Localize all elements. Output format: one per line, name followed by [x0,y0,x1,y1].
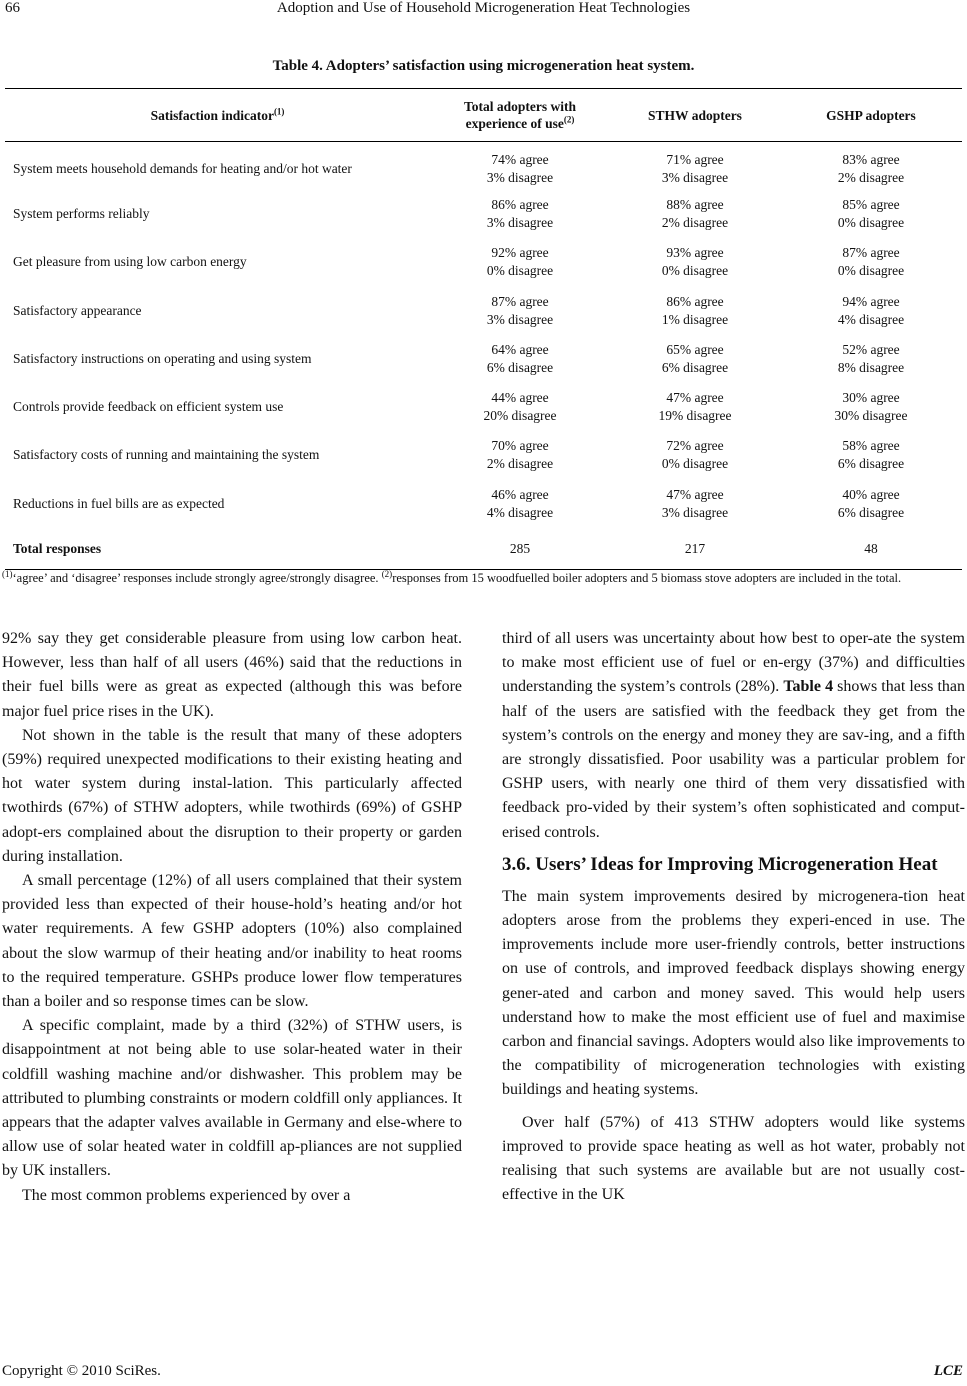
table-row [5,142,962,190]
total-cell [430,431,610,479]
total-label: Total responses [13,540,102,556]
disagree-value: 6% disagree [837,504,905,520]
disagree-value: 3% disagree [486,214,554,230]
disagree-value: 0% disagree [486,263,554,279]
disagree-value: 3% disagree [486,311,554,327]
journal-abbrev: LCE [933,1363,963,1379]
agree-value: 86% agree [491,196,549,212]
table-row [5,286,962,334]
page-header [0,0,967,22]
sthw-count: 217 [684,540,706,556]
paragraph: The most common problems experienced by over a [22,1186,351,1204]
agree-value: 83% agree [842,151,900,167]
total-cell [430,142,610,190]
disagree-value: 6% disagree [661,359,729,375]
paragraph: A small percentage (12%) of all users complained that their system provided less than expected of their house-hold’s heating and/or hot water requirements. A few GSHP adopters (10%) also complained about the slow warmup of their heating and/or inability to heat rooms to the required temperature. GSHPs produce lower flow temperatures than a boiler and so response times can be slow. [2,872,462,1011]
gshp-cell [780,431,962,479]
agree-value: 46% agree [491,486,549,502]
gshp-cell [780,335,962,383]
agree-value: 64% agree [491,341,549,357]
disagree-value: 1% disagree [661,311,729,327]
disagree-value: 6% disagree [837,456,905,472]
disagree-value: 0% disagree [837,263,905,279]
indicator-cell: Satisfactory costs of running and maintaining the system [13,447,320,463]
gshp-cell [780,383,962,431]
page-number: 66 [5,0,20,16]
col-header-gshp: GSHP adopters [826,107,916,123]
indicator-cell: Get pleasure from using low carbon energy [13,254,247,270]
disagree-value: 2% disagree [661,214,729,230]
col-header-total: Total adopters with experience of use$^{(2)}$ [463,99,576,131]
agree-value: 65% agree [666,341,724,357]
paragraph: Not shown in the table is the result that many of these adopters (59%) required unexpected modifications to their existing heating and hot water system during instal-lation. This particularly affected twothirds (67%) of STHW adopters, while twothirds (69%) of GSHP adopt-ers complained about the disruption to their property or garden during installation. [2,726,462,865]
sthw-cell [610,383,780,431]
total-count: 285 [509,540,531,556]
agree-value: 92% agree [491,245,549,261]
disagree-value: 4% disagree [837,311,905,327]
agree-value: 87% agree [491,293,549,309]
disagree-value: 20% disagree [483,408,557,424]
sthw-cell [610,431,780,479]
agree-value: 93% agree [666,245,724,261]
agree-value: 72% agree [666,438,724,454]
gshp-count: 48 [864,540,878,556]
agree-value: 87% agree [842,245,900,261]
table-caption: Table 4. Adopters’ satisfaction using microgeneration heat system. [272,58,695,74]
agree-value: 44% agree [491,390,549,406]
copyright: Copyright © 2010 SciRes. [2,1363,161,1379]
sthw-cell [610,190,780,238]
paragraph: The main system improvements desired by microgenera-tion heat adopters arose from the problems they experi-enced in use. The improvements include more user-friendly controls, better instructions on use of controls, and improved feedback displays showing energy gener-ated and carbon and money saved. This would help users understand how to make the most efficient use of fuel and maximise carbon and financial savings. Adopters would also like improvements to the compatibility of microgeneration technologies with existing buildings and heating systems. [502,887,965,1099]
total-cell [430,286,610,334]
indicator-cell: System meets household demands for heating and/or hot water [13,160,352,176]
disagree-value: 2% disagree [486,456,554,472]
sthw-cell [610,286,780,334]
table-header-row [5,89,962,142]
table-row [5,431,962,479]
table-reference: Table 4 [783,678,834,696]
indicator-cell: System performs reliably [13,205,150,221]
paragraph: Over half (57%) of 413 STHW adopters would like systems improved to provide space heating as well as hot water, probably not realising that such systems are available but are not usually cost-effective in the UK [502,1113,965,1204]
col-header-sthw: STHW adopters [648,107,742,123]
disagree-value: 2% disagree [837,169,905,185]
paragraph: A specific complaint, made by a third (32%) of STHW users, is disappointment at not being able to use solar-heated water in their coldfill washing machine and/or dishwasher. This problem may be attributed to plumbing constraints or modern coldfill only appliances. It appears that the adapter valves available in Germany and else-where to allow use of solar heated water in coldfill ap-pliances are not supplied by UK installers. [2,1017,462,1180]
table-row [5,238,962,286]
agree-value: 58% agree [842,438,900,454]
sthw-cell [610,480,780,528]
disagree-value: 3% disagree [486,169,554,185]
agree-value: 52% agree [842,341,900,357]
table-body [5,142,962,570]
disagree-value: 0% disagree [661,456,729,472]
indicator-cell: Satisfactory appearance [13,302,142,318]
agree-value: 88% agree [666,196,724,212]
disagree-value: 3% disagree [661,169,729,185]
agree-value: 70% agree [491,438,549,454]
running-title: Adoption and Use of Household Microgeneration Heat Technologies [276,0,691,16]
gshp-cell [780,238,962,286]
indicator-cell: Controls provide feedback on efficient system use [13,399,284,415]
total-cell [430,238,610,286]
table-footnote: $^{(1)}$‘agree’ and ‘disagree’ responses include strongly agree/strongly disagree. $^{(2)}$responses from 15 woodfuelled boiler adopters and 5 biomass stove adopters are included in the total. [2,568,902,585]
gshp-cell [780,142,962,190]
table-row [5,383,962,431]
disagree-value: 6% disagree [486,359,554,375]
disagree-value: 0% disagree [837,214,905,230]
agree-value: 86% agree [666,293,724,309]
gshp-cell [780,286,962,334]
paragraph: 92% say they get considerable pleasure from using low carbon heat. However, less than half of all users (46%) said that the reductions in their fuel bills were as great as expected (although this was before major fuel price rises in the UK). [2,630,462,720]
sthw-cell [610,335,780,383]
col-header-indicator: Satisfaction indicator$^{(1)}$ [150,106,285,123]
disagree-value: 19% disagree [658,408,732,424]
agree-value: 71% agree [666,151,724,167]
total-cell [430,335,610,383]
agree-value: 74% agree [491,151,549,167]
disagree-value: 8% disagree [837,359,905,375]
agree-value: 47% agree [666,390,724,406]
disagree-value: 30% disagree [834,408,908,424]
total-cell [430,480,610,528]
agree-value: 47% agree [666,486,724,502]
paragraph: third of all users was uncertainty about how best to oper-ate the system to make most efficient use of fuel or en-ergy (37%) and difficulties understanding the system’s controls (28%). Table 4 shows that less than half of the users are satisfied with the feedback they get from the system’s controls on the energy and money they are sav-ing, and a fifth are strongly dissatisfied. Poor usability was a particular problem for GSHP users, with nearly one third of them very dissatisfied with feedback pro-vided by their system’s often sophisticated and comput-erised controls. [502,630,966,841]
sthw-cell [610,142,780,190]
satisfaction-table [5,88,962,570]
disagree-value: 4% disagree [486,504,554,520]
gshp-cell [780,480,962,528]
table-row [5,190,962,238]
disagree-value: 3% disagree [661,504,729,520]
total-cell [430,383,610,431]
agree-value: 30% agree [842,390,900,406]
table-row [5,335,962,383]
agree-value: 85% agree [842,196,900,212]
section-heading: 3.6. Users’ Ideas for Improving Microgeneration Heat [502,853,938,875]
total-responses-row [5,528,962,570]
total-cell [430,190,610,238]
agree-value: 94% agree [842,293,900,309]
right-column [502,627,965,1207]
agree-value: 40% agree [842,486,900,502]
sthw-cell [610,238,780,286]
gshp-cell [780,190,962,238]
table-row [5,480,962,528]
left-column [2,627,462,1208]
disagree-value: 0% disagree [661,263,729,279]
indicator-cell: Reductions in fuel bills are as expected [13,495,225,511]
indicator-cell: Satisfactory instructions on operating and using system [13,350,312,366]
